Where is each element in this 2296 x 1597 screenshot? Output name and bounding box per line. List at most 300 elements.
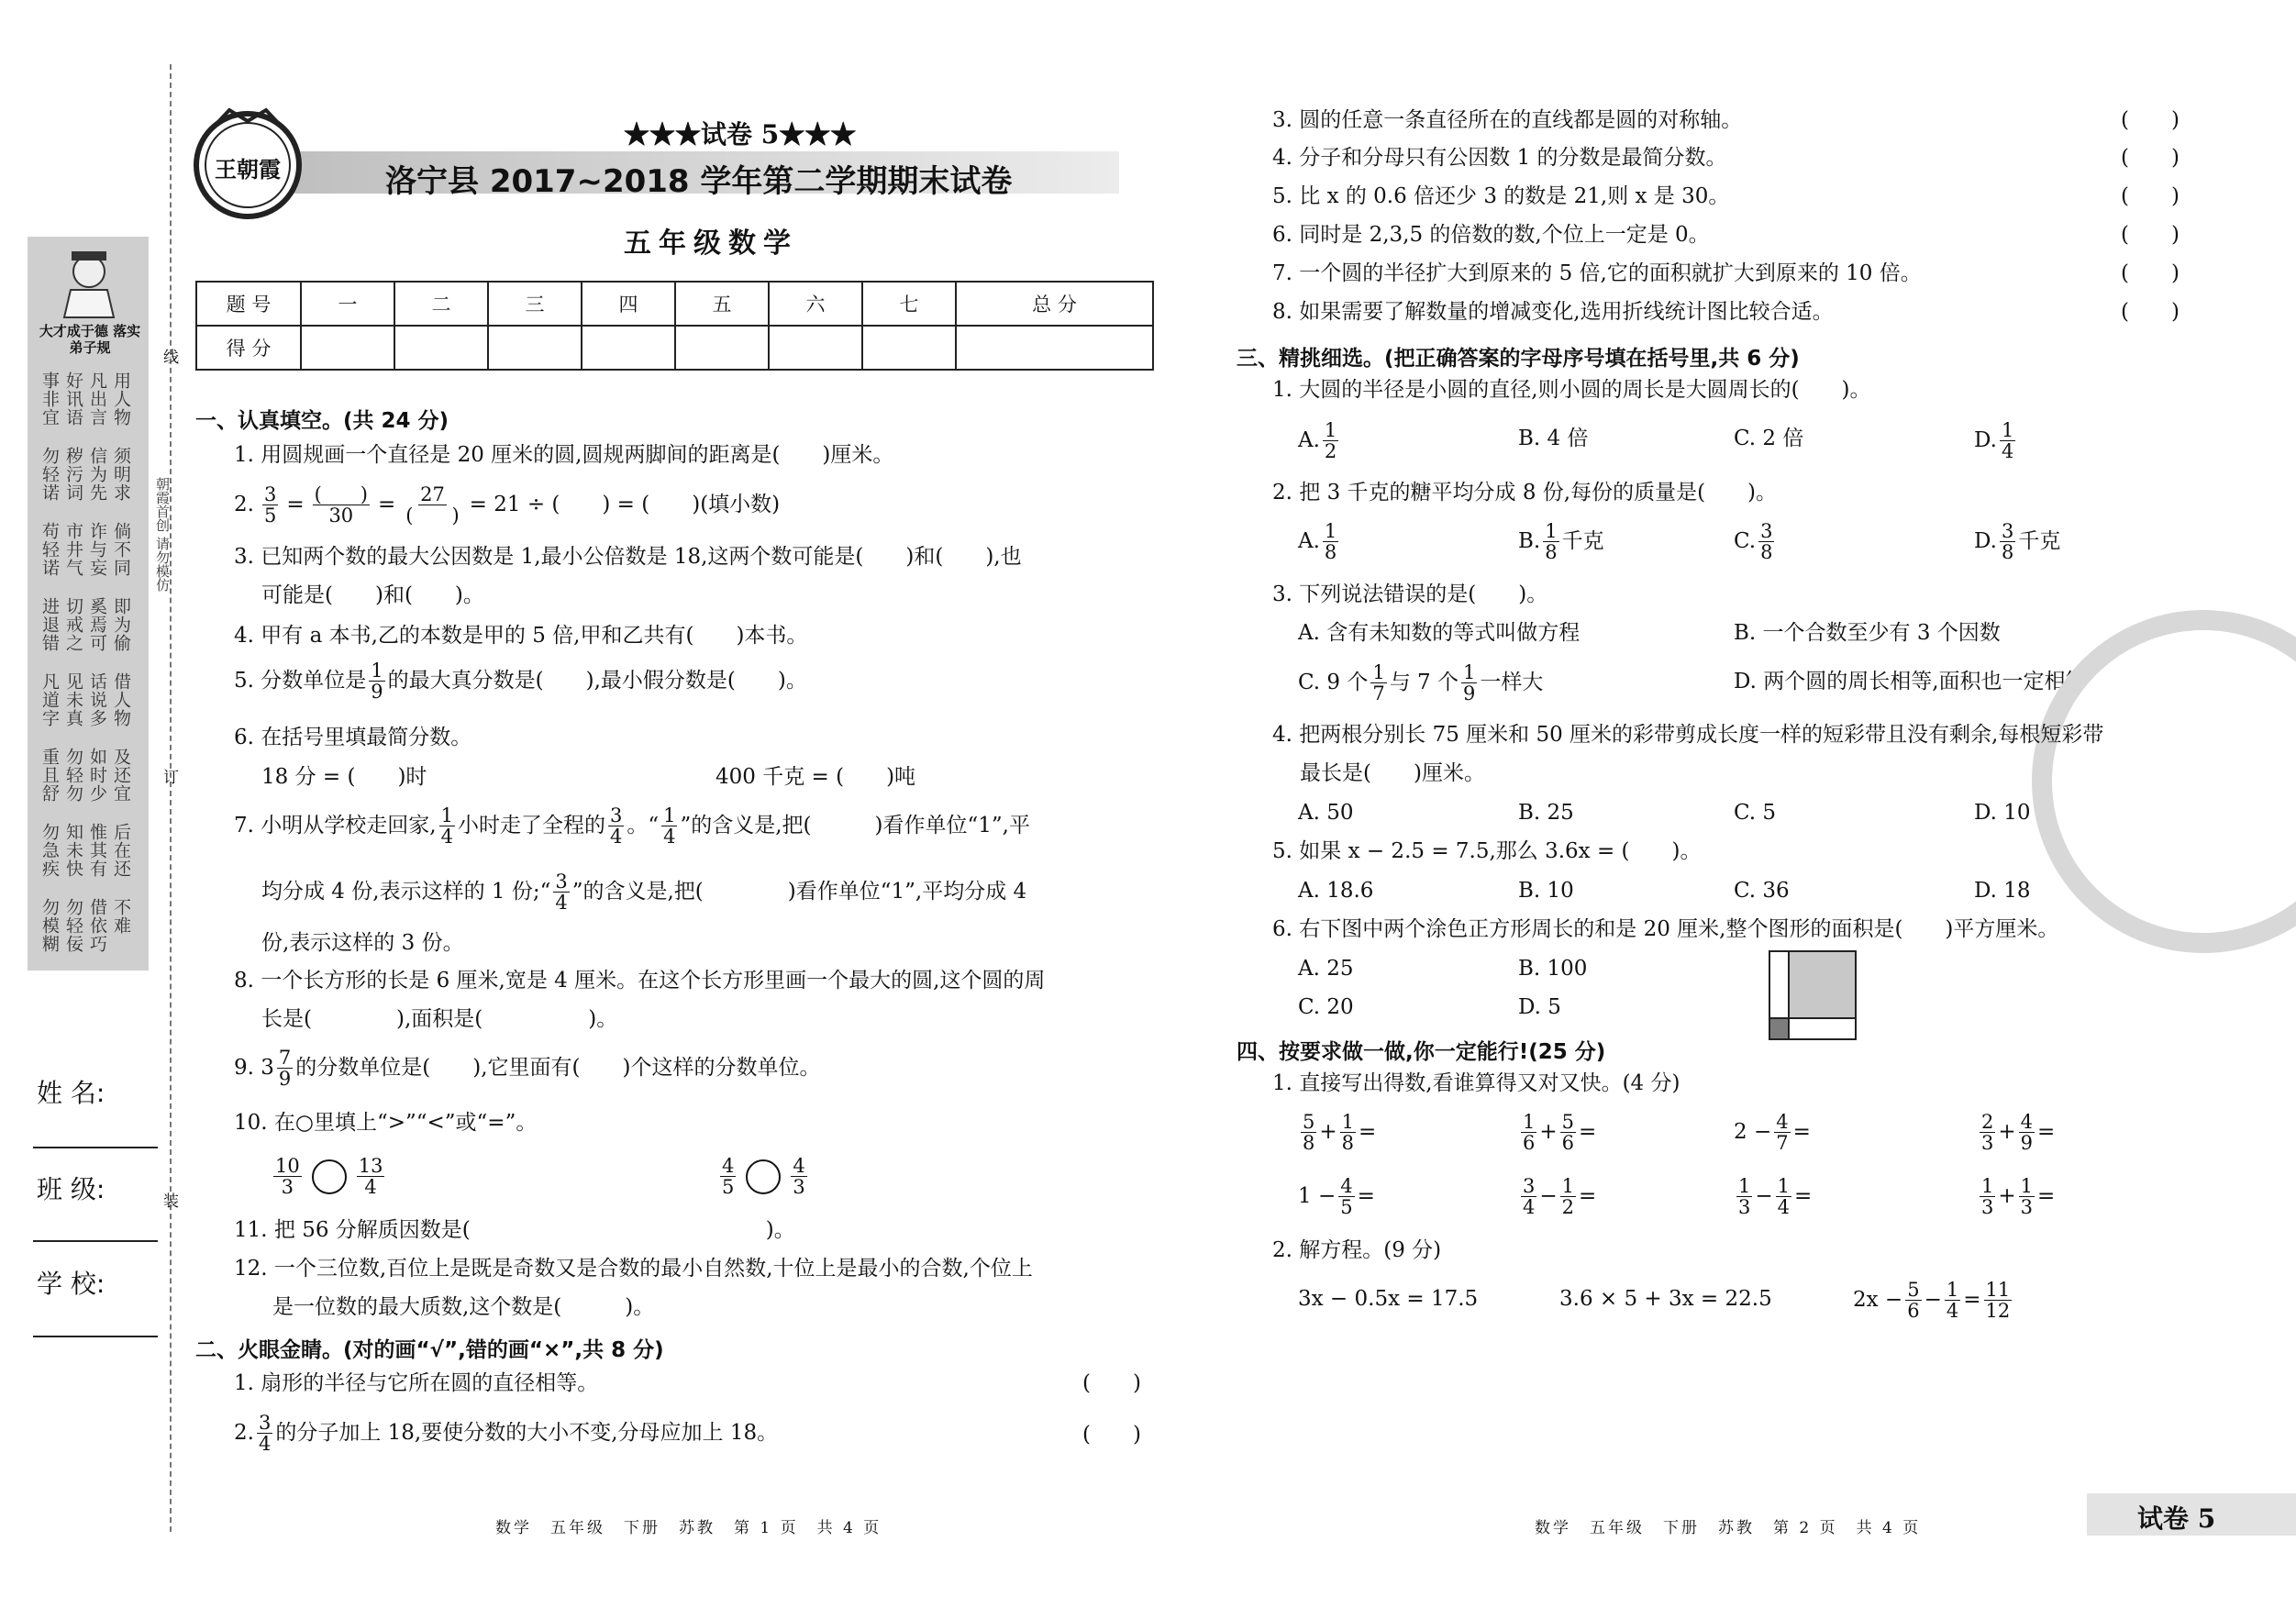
q3-5-option-c: C. 36 bbox=[1734, 879, 1790, 903]
denominator: 8 bbox=[1341, 1132, 1355, 1155]
numerator: 10 bbox=[275, 1155, 300, 1177]
option-label: D. bbox=[1974, 529, 1997, 554]
denominator: 7 bbox=[1776, 1132, 1789, 1155]
numerator: 11 bbox=[1985, 1279, 2011, 1301]
q3-1-option-b: B. 4 倍 bbox=[1518, 427, 1589, 450]
numerator: 1 bbox=[1738, 1175, 1751, 1197]
paper-tag: ★★★试卷 5★★★ bbox=[624, 119, 857, 150]
q1-7 bbox=[234, 805, 1030, 847]
q-text: ”的含义是,把( )看作单位“1”,平 bbox=[680, 814, 1030, 838]
fraction bbox=[439, 805, 455, 847]
q3-5-option-d: D. 18 bbox=[1974, 879, 2031, 903]
denominator: 3 bbox=[281, 1176, 294, 1199]
denominator: 8 bbox=[1324, 541, 1337, 564]
denominator: 3 bbox=[793, 1176, 805, 1199]
q-text: 小时走了全程的 bbox=[457, 814, 605, 838]
motto-column: 勿轻勿 bbox=[63, 748, 83, 803]
option-label: A. bbox=[1298, 428, 1320, 453]
footer-left: 数学 五年级 下册 苏教 第 1 页 共 4 页 bbox=[495, 1519, 882, 1537]
q3-3-option-b: B. 一个合数至少有 3 个因数 bbox=[1734, 621, 2001, 645]
score-input[interactable] bbox=[301, 326, 394, 370]
q-text: 2x − bbox=[1853, 1288, 1903, 1313]
binding-mark-zhuang: 装 bbox=[160, 1192, 178, 1208]
denominator: 4 bbox=[364, 1176, 377, 1199]
numerator: 3 bbox=[2001, 520, 2014, 542]
denominator: 4 bbox=[440, 826, 453, 848]
numerator: 4 bbox=[722, 1155, 735, 1177]
q3-1: 1. 大圆的半径是小圆的直径,则小圆的周长是大圆周长的( )。 bbox=[1272, 378, 1871, 402]
answer-blank[interactable]: ( ) bbox=[1082, 1371, 1141, 1395]
numerator: 5 bbox=[1907, 1279, 1920, 1301]
q1-12a: 12. 一个三位数,百位上是既是奇数又是合数的最小自然数,十位上是最小的合数,个位上 bbox=[234, 1257, 1033, 1281]
numerator: 3 bbox=[609, 804, 623, 826]
numerator: 1 bbox=[1523, 1111, 1536, 1133]
calc-item bbox=[1977, 1176, 2055, 1217]
equals: = bbox=[1963, 1288, 1981, 1313]
fraction bbox=[1370, 662, 1386, 704]
denominator: 6 bbox=[1907, 1300, 1920, 1323]
squares-figure bbox=[1769, 950, 1857, 1040]
numerator: 2 bbox=[1981, 1111, 1994, 1133]
q2-2 bbox=[234, 1413, 778, 1454]
q3-2-option-b bbox=[1518, 521, 1604, 562]
fraction bbox=[1521, 1112, 1536, 1153]
fraction bbox=[1736, 1176, 1752, 1217]
operator: − bbox=[1755, 1184, 1773, 1209]
calc-grid bbox=[1298, 1112, 2105, 1231]
numerator: 3 bbox=[1760, 520, 1773, 542]
motto-column: 信为先 bbox=[87, 447, 107, 502]
answer-blank[interactable]: ( ) bbox=[2121, 184, 2180, 208]
q2-1: 1. 扇形的半径与它所在圆的直径相等。 bbox=[234, 1371, 599, 1395]
score-input[interactable] bbox=[956, 326, 1153, 370]
q3-4-option-b: B. 25 bbox=[1518, 801, 1574, 825]
q-number: 2. bbox=[234, 1421, 254, 1446]
numerator: 4 bbox=[793, 1155, 805, 1177]
answer-blank[interactable]: ( ) bbox=[2121, 146, 2180, 170]
numerator: 1 bbox=[1777, 1175, 1791, 1197]
q1-6a: 18 分 = ( )时 bbox=[261, 765, 427, 789]
denominator: 2 bbox=[1561, 1196, 1575, 1219]
calc-item bbox=[1977, 1112, 2055, 1153]
fraction bbox=[1323, 420, 1338, 461]
q-text: ”的含义是,把( )看作单位“1”,平均分成 4 bbox=[571, 880, 1027, 904]
motto-column: 借人物 bbox=[111, 672, 131, 727]
fraction bbox=[1521, 1176, 1536, 1217]
fraction bbox=[2019, 1176, 2035, 1217]
q3-3: 3. 下列说法错误的是( )。 bbox=[1272, 582, 1548, 606]
side-note: 朝霞首创 请勿模仿 bbox=[154, 477, 171, 592]
footer-tag: 试卷 5 bbox=[2137, 1503, 2216, 1534]
school-field[interactable] bbox=[33, 1336, 158, 1337]
q3-6-option-d: D. 5 bbox=[1518, 995, 1561, 1019]
class-label: 班 级: bbox=[37, 1174, 105, 1204]
denominator: 30 bbox=[328, 505, 354, 527]
score-cell: 五 bbox=[675, 282, 769, 326]
q3-4b: 最长是( )厘米。 bbox=[1300, 761, 1485, 785]
motto-column: 须明求 bbox=[111, 447, 131, 502]
denominator: 5 bbox=[722, 1176, 735, 1199]
numerator: 3 bbox=[1523, 1175, 1536, 1197]
margin-motto bbox=[37, 372, 139, 970]
q1-3a: 3. 已知两个数的最大公因数是 1,最小公倍数是 18,这两个数可能是( )和( ),也 bbox=[234, 545, 1022, 569]
answer-blank[interactable]: ( ) bbox=[2121, 108, 2180, 132]
fraction bbox=[1776, 1176, 1791, 1217]
score-cell: 题 号 bbox=[196, 282, 301, 326]
numerator: 1 bbox=[371, 660, 383, 682]
section2-heading: 二、火眼金睛。(对的画“√”,错的画“×”,共 8 分) bbox=[195, 1338, 664, 1362]
q2-7: 7. 一个圆的半径扩大到原来的 5 倍,它的面积就扩大到原来的 10 倍。 bbox=[1272, 261, 1922, 285]
score-input[interactable] bbox=[582, 326, 675, 370]
numerator: 13 bbox=[358, 1155, 383, 1177]
q1-10: 10. 在○里填上“>”“<”或“=”。 bbox=[234, 1111, 538, 1135]
q3-6-option-b: B. 100 bbox=[1518, 957, 1588, 981]
q1-6b: 400 千克 = ( )吨 bbox=[715, 765, 916, 789]
q1-12b: 是一位数的最大质数,这个数是( )。 bbox=[272, 1295, 655, 1319]
denominator: 5 bbox=[1340, 1196, 1353, 1219]
fraction bbox=[1980, 1112, 1995, 1153]
denominator: 3 bbox=[1738, 1196, 1751, 1219]
fraction bbox=[257, 1413, 272, 1454]
q1-8a: 8. 一个长方形的长是 6 厘米,宽是 4 厘米。在这个长方形里画一个最大的圆,这个圆的周 bbox=[234, 969, 1046, 993]
compare-circle[interactable] bbox=[312, 1159, 347, 1194]
numerator: 1 bbox=[663, 804, 676, 826]
motto-column: 惟其有 bbox=[87, 823, 107, 878]
equals: = bbox=[1579, 1184, 1597, 1209]
denominator: 8 bbox=[1545, 541, 1558, 564]
q1-9 bbox=[234, 1048, 820, 1089]
numerator: 1 bbox=[1324, 419, 1337, 441]
score-cell: 二 bbox=[394, 282, 488, 326]
motto-column: 切戒之 bbox=[63, 597, 83, 652]
fraction bbox=[1338, 1176, 1354, 1217]
numerator: 4 bbox=[2020, 1111, 2034, 1133]
q1-4: 4. 甲有 a 本书,乙的本数是甲的 5 倍,甲和乙共有( )本书。 bbox=[234, 624, 808, 648]
logo-text: 王朝霞 bbox=[215, 156, 281, 183]
operator: 1 − bbox=[1298, 1184, 1337, 1209]
seal-stamp bbox=[2032, 610, 2296, 953]
name-field[interactable] bbox=[33, 1147, 158, 1148]
score-input[interactable] bbox=[675, 326, 769, 370]
equals: = bbox=[1357, 1184, 1375, 1209]
operator: + bbox=[1539, 1120, 1558, 1145]
numerator: 1 bbox=[1946, 1279, 1959, 1301]
q2-5: 5. 比 x 的 0.6 倍还少 3 的数是 21,则 x 是 30。 bbox=[1272, 184, 1730, 208]
q2-4: 4. 分子和分母只有公因数 1 的分数是最简分数。 bbox=[1272, 146, 1727, 170]
numerator: 1 bbox=[440, 804, 453, 826]
fraction bbox=[1301, 1112, 1316, 1153]
operator: + bbox=[1319, 1120, 1337, 1145]
q3-4-option-d: D. 10 bbox=[1974, 801, 2031, 825]
operator: − bbox=[1539, 1184, 1558, 1209]
q3-5: 5. 如果 x − 2.5 = 7.5,那么 3.6x = ( )。 bbox=[1272, 839, 1702, 863]
numerator: 1 bbox=[2001, 419, 2014, 441]
q1-2 bbox=[234, 484, 780, 526]
fraction bbox=[661, 805, 677, 847]
fraction bbox=[1340, 1112, 1356, 1153]
denominator: 4 bbox=[555, 892, 568, 915]
fraction bbox=[313, 484, 370, 526]
denominator: 4 bbox=[663, 826, 676, 848]
q-text: 的最大真分数是( ),最小假分数是( )。 bbox=[387, 669, 807, 693]
q-number: 2. bbox=[234, 493, 254, 517]
margin-slogan: 大才成于德 落实弟子规 bbox=[39, 323, 141, 356]
fraction bbox=[1945, 1280, 1960, 1321]
q1-10-compare-a bbox=[271, 1156, 387, 1197]
motto-column: 凡道字 bbox=[39, 672, 60, 727]
motto-column: 借依巧 bbox=[87, 898, 107, 953]
q1-10-compare-b bbox=[717, 1156, 810, 1197]
calc-item bbox=[1734, 1112, 1811, 1153]
fraction bbox=[273, 1156, 302, 1197]
motto-column: 勿模糊 bbox=[39, 898, 60, 953]
answer-blank[interactable]: ( ) bbox=[2121, 300, 2180, 324]
denominator: 4 bbox=[2001, 440, 2014, 463]
fraction bbox=[262, 484, 278, 526]
class-field[interactable] bbox=[33, 1240, 158, 1242]
operator: − bbox=[1924, 1288, 1942, 1313]
numerator: 1 bbox=[1372, 661, 1385, 683]
fraction bbox=[1560, 1176, 1576, 1217]
score-value-row bbox=[196, 326, 1153, 370]
equals: = bbox=[1359, 1120, 1377, 1145]
motto-column: 及还宜 bbox=[111, 748, 131, 803]
numerator: 5 bbox=[1561, 1111, 1575, 1133]
q-text: 与 7 个 bbox=[1389, 671, 1459, 695]
q3-5-option-a: A. 18.6 bbox=[1298, 879, 1374, 903]
score-cell: 得 分 bbox=[196, 326, 301, 370]
school-label: 学 校: bbox=[37, 1269, 105, 1299]
unit: 千克 bbox=[2018, 529, 2061, 554]
fraction bbox=[1984, 1280, 2013, 1321]
equals: = bbox=[2037, 1184, 2056, 1209]
page-title: 洛宁县 2017~2018 学年第二学期期末试卷 bbox=[385, 163, 1013, 200]
q-text: 一样大 bbox=[1480, 671, 1544, 695]
fraction bbox=[1980, 1176, 1995, 1217]
denominator: 2 bbox=[1324, 440, 1337, 463]
denominator: 6 bbox=[1523, 1132, 1536, 1155]
equals: = bbox=[1579, 1120, 1597, 1145]
option-label: D. bbox=[1974, 428, 1997, 453]
numerator: 4 bbox=[1340, 1175, 1353, 1197]
equals: = bbox=[1792, 1120, 1811, 1145]
q3-2-option-c bbox=[1734, 521, 1777, 562]
denominator: 12 bbox=[1985, 1300, 2011, 1323]
q-text: 。“ bbox=[627, 814, 660, 838]
fraction bbox=[1543, 521, 1558, 562]
motto-column: 事非宜 bbox=[39, 372, 60, 427]
numerator: 3 bbox=[258, 1412, 272, 1434]
denominator: ( ) bbox=[405, 505, 460, 527]
binding-dashed-line bbox=[170, 64, 172, 1532]
q3-3-option-d: D. 两个圆的周长相等,面积也一定相等 bbox=[1734, 670, 2087, 693]
motto-column: 秽污词 bbox=[63, 447, 83, 502]
numerator: 3 bbox=[263, 483, 277, 505]
motto-column: 市井气 bbox=[63, 522, 83, 577]
compare-circle[interactable] bbox=[746, 1159, 781, 1194]
q3-4-option-a: A. 50 bbox=[1298, 801, 1354, 825]
answer-blank[interactable]: ( ) bbox=[1082, 1423, 1141, 1447]
denominator: 6 bbox=[1561, 1132, 1575, 1155]
motto-column: 后在还 bbox=[111, 823, 131, 878]
q-text: 7. 小明从学校走回家, bbox=[234, 814, 437, 838]
denominator: 8 bbox=[1303, 1132, 1315, 1155]
equation-2: 3.6 × 5 + 3x = 22.5 bbox=[1559, 1287, 1772, 1311]
numerator: ( ) bbox=[314, 483, 368, 505]
numerator: 1 bbox=[1341, 1111, 1355, 1133]
binding-mark-line: 线 bbox=[160, 349, 178, 364]
q1-3b: 可能是( )和( )。 bbox=[261, 583, 484, 607]
equals: = bbox=[1794, 1184, 1813, 1209]
calc-item bbox=[1518, 1176, 1596, 1217]
numerator: 4 bbox=[1776, 1111, 1789, 1133]
q3-5-option-b: B. 10 bbox=[1518, 879, 1574, 903]
section4-heading: 四、按要求做一做,你一定能行!(25 分) bbox=[1237, 1040, 1606, 1064]
equation-1: 3x − 0.5x = 17.5 bbox=[1298, 1287, 1479, 1311]
q2-3: 3. 圆的任意一条直径所在的直线都是圆的对称轴。 bbox=[1272, 108, 1743, 132]
fraction bbox=[1560, 1112, 1576, 1153]
numerator: 3 bbox=[555, 871, 568, 893]
motto-column: 诈与妄 bbox=[87, 522, 107, 577]
section1-heading: 一、认真填空。(共 24 分) bbox=[195, 409, 449, 433]
section3-heading: 三、精挑细选。(把正确答案的字母序号填在括号里,共 6 分) bbox=[1237, 347, 1800, 371]
q2-8: 8. 如果需要了解数量的增减变化,选用折线统计图比较合适。 bbox=[1272, 300, 1834, 324]
fraction bbox=[277, 1048, 293, 1089]
numerator: 7 bbox=[278, 1047, 292, 1069]
equals: = bbox=[286, 493, 305, 517]
calc-item bbox=[1734, 1176, 1812, 1217]
denominator: 4 bbox=[1523, 1196, 1536, 1219]
score-cell: 七 bbox=[862, 282, 956, 326]
score-cell: 六 bbox=[769, 282, 862, 326]
denominator: 4 bbox=[609, 826, 623, 848]
motto-column: 苟轻诺 bbox=[39, 522, 60, 577]
fraction bbox=[2000, 521, 2015, 562]
score-input[interactable] bbox=[488, 326, 582, 370]
denominator: 4 bbox=[1777, 1196, 1791, 1219]
operator: 2 − bbox=[1734, 1120, 1772, 1145]
page-subtitle: 五年级数学 bbox=[624, 227, 798, 260]
score-cell: 三 bbox=[488, 282, 582, 326]
motto-column: 即为偷 bbox=[111, 597, 131, 652]
numerator: 1 bbox=[1545, 520, 1558, 542]
q3-4a: 4. 把两根分别长 75 厘米和 50 厘米的彩带剪成长度一样的短彩带且没有剩余,每根短彩带 bbox=[1272, 723, 2104, 747]
motto-column: 勿急疾 bbox=[39, 823, 60, 878]
option-label: A. bbox=[1298, 529, 1320, 554]
fraction bbox=[2000, 420, 2015, 461]
denominator: 3 bbox=[2020, 1196, 2034, 1219]
score-cell: 一 bbox=[301, 282, 394, 326]
motto-column: 用人物 bbox=[111, 372, 131, 427]
name-label: 姓 名: bbox=[37, 1078, 105, 1108]
fraction bbox=[553, 871, 569, 913]
answer-blank[interactable]: ( ) bbox=[2121, 261, 2180, 285]
q-text: 5. 分数单位是 bbox=[234, 669, 367, 693]
q3-1-option-d bbox=[1974, 420, 2018, 461]
fraction bbox=[720, 1156, 736, 1197]
q4-2: 2. 解方程。(9 分) bbox=[1272, 1238, 1442, 1262]
q3-6-option-a: A. 25 bbox=[1298, 957, 1354, 981]
motto-column: 知未快 bbox=[63, 823, 83, 878]
score-input[interactable] bbox=[769, 326, 862, 370]
score-input[interactable] bbox=[862, 326, 956, 370]
numerator: 1 bbox=[2020, 1175, 2034, 1197]
motto-column: 不难 bbox=[111, 898, 131, 935]
q3-2-option-a bbox=[1298, 521, 1341, 562]
fraction bbox=[1461, 662, 1477, 704]
motto-column: 勿轻诺 bbox=[39, 447, 60, 502]
motto-column: 凡出言 bbox=[87, 372, 107, 427]
q3-4-option-c: C. 5 bbox=[1734, 801, 1777, 825]
q1-11: 11. 把 56 分解质因数是( )。 bbox=[234, 1218, 795, 1242]
motto-column: 进退错 bbox=[39, 597, 60, 652]
q-text: 均分成 4 份,表示这样的 1 份;“ bbox=[261, 880, 551, 904]
fraction bbox=[608, 805, 624, 847]
q-text: C. 9 个 bbox=[1298, 671, 1369, 695]
denominator: 5 bbox=[263, 505, 277, 527]
motto-column: 好讯语 bbox=[63, 372, 83, 427]
fraction bbox=[369, 660, 384, 702]
scholar-icon bbox=[48, 246, 130, 319]
q1-7-line2 bbox=[261, 871, 1026, 913]
q1-8b: 长是( ),面积是( )。 bbox=[261, 1007, 618, 1031]
q-text: 的分数单位是( ),它里面有( )个这样的分数单位。 bbox=[295, 1056, 821, 1081]
answer-blank[interactable]: ( ) bbox=[2121, 223, 2180, 247]
fraction bbox=[404, 484, 460, 526]
q-text: 9. 3 bbox=[234, 1056, 274, 1081]
numerator: 5 bbox=[1303, 1111, 1315, 1133]
score-cell: 四 bbox=[582, 282, 675, 326]
q3-3-option-a: A. 含有未知数的等式叫做方程 bbox=[1298, 621, 1581, 645]
equation-3 bbox=[1853, 1280, 2014, 1321]
calc-item bbox=[1298, 1176, 1375, 1217]
score-table bbox=[195, 281, 1154, 371]
calc-item bbox=[1298, 1112, 1376, 1153]
q3-1-option-a bbox=[1298, 420, 1341, 461]
fraction bbox=[791, 1156, 806, 1197]
q1-1: 1. 用圆规画一个直径是 20 厘米的圆,圆规两脚间的距离是( )厘米。 bbox=[234, 443, 894, 467]
q3-6: 6. 右下图中两个涂色正方形周长的和是 20 厘米,整个图形的面积是( )平方厘米。 bbox=[1272, 917, 2059, 941]
denominator: 9 bbox=[278, 1068, 292, 1091]
numerator: 27 bbox=[420, 483, 445, 505]
calc-item bbox=[1518, 1112, 1596, 1153]
option-label: B. bbox=[1518, 529, 1541, 554]
q1-5 bbox=[234, 660, 807, 702]
motto-column: 如时少 bbox=[87, 748, 107, 803]
equals: = bbox=[2037, 1120, 2056, 1145]
motto-column: 倘不同 bbox=[111, 522, 131, 577]
motto-column: 见未真 bbox=[63, 672, 83, 727]
fraction bbox=[2019, 1112, 2035, 1153]
motto-column: 话说多 bbox=[87, 672, 107, 727]
denominator: 3 bbox=[1981, 1132, 1994, 1155]
fraction bbox=[357, 1156, 385, 1197]
unit: 千克 bbox=[1561, 529, 1604, 554]
q3-6-option-c: C. 20 bbox=[1298, 995, 1354, 1019]
numerator: 1 bbox=[1463, 661, 1476, 683]
motto-column: 奚焉可 bbox=[87, 597, 107, 652]
q3-2: 2. 把 3 千克的糖平均分成 8 份,每份的质量是( )。 bbox=[1272, 481, 1778, 505]
q-text: 的分子加上 18,要使分数的大小不变,分母应加上 18。 bbox=[275, 1421, 779, 1446]
q1-7-line3: 份,表示这样的 3 份。 bbox=[261, 931, 464, 955]
score-input[interactable] bbox=[394, 326, 488, 370]
denominator: 4 bbox=[258, 1433, 272, 1456]
numerator: 1 bbox=[1561, 1175, 1575, 1197]
motto-column: 重且舒 bbox=[39, 748, 60, 803]
denominator: 3 bbox=[1981, 1196, 1994, 1219]
numerator: 1 bbox=[1324, 520, 1337, 542]
q3-2-option-d bbox=[1974, 521, 2060, 562]
